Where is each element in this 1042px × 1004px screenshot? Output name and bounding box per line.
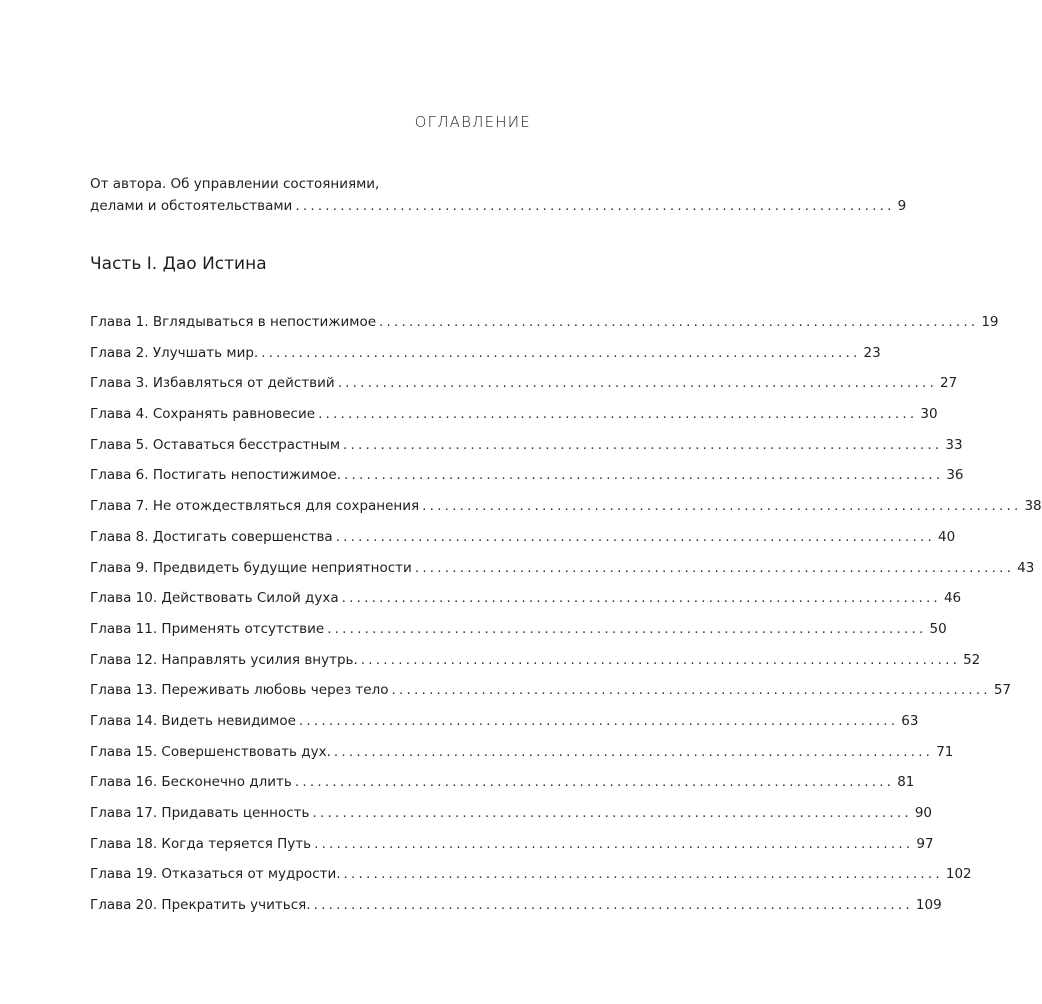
chapter-title: Глава 5. Оставаться бесстрастным (90, 436, 341, 453)
chapter-page-number: 40 (938, 528, 956, 545)
dot-leader: ................................................................................ (313, 897, 913, 914)
dot-leader: ................................................................................ (314, 835, 914, 852)
chapter-title: Глава 13. Переживать любовь через тело (90, 682, 389, 699)
intro-title-line2: делами и обстоятельствами (90, 198, 293, 214)
chapter-title: Глава 14. Видеть невидимое (90, 712, 296, 729)
chapter-title: Глава 4. Сохранять равновесие (90, 406, 316, 423)
chapter-title: Глава 10. Действовать Силой духа (90, 590, 339, 607)
chapter-entry (90, 774, 915, 805)
chapter-title: Глава 18. Когда теряется Путь (90, 835, 312, 852)
part-heading: Часть I. Дао Истина (90, 254, 267, 274)
chapter-page-number: 23 (863, 344, 881, 361)
chapter-entry (90, 559, 1035, 591)
chapter-page-number: 109 (915, 897, 942, 914)
chapter-title: Глава 7. Не отождествляться для сохранения (90, 498, 420, 515)
chapter-entry (90, 375, 958, 406)
chapter-title: Глава 3. Избавляться от действий (90, 375, 335, 392)
dot-leader: ................................................................................ (414, 559, 1015, 576)
chapter-entry (90, 651, 981, 683)
chapter-entry (90, 467, 964, 498)
chapter-entry (90, 866, 972, 897)
chapter-page-number: 57 (993, 682, 1011, 699)
chapter-title: Глава 6. Постигать непостижимое. (90, 467, 342, 484)
chapter-entry (90, 528, 956, 560)
chapter-page-number: 71 (936, 743, 954, 760)
chapter-entry (90, 712, 919, 744)
chapter-page-number: 27 (940, 375, 958, 392)
chapter-entry (90, 743, 954, 775)
chapter-title: Глава 9. Предвидеть будущие неприятности (90, 559, 412, 576)
chapter-page-number: 102 (945, 866, 972, 883)
chapter-entry (90, 436, 963, 468)
chapter-entry (90, 314, 999, 345)
dot-leader: ................................................................................ (341, 590, 941, 607)
chapter-entry (90, 498, 1042, 529)
dot-leader: ................................................................................ (261, 344, 861, 361)
dot-leader: ................................................................................ (335, 528, 935, 545)
intro-page-number: 9 (897, 198, 907, 214)
chapter-entry (90, 590, 962, 621)
dot-leader: ................................................................................ (422, 498, 1022, 515)
dot-leader: ................................................................................ (379, 314, 979, 330)
chapter-title: Глава 19. Отказаться от мудрости. (90, 866, 341, 883)
chapter-entry (90, 682, 1011, 713)
dot-leader: ................................................................................ (318, 406, 918, 423)
chapter-entry (90, 835, 934, 867)
dot-leader: ................................................................................ (391, 682, 991, 699)
chapter-entry (90, 897, 942, 928)
dot-leader: ................................................................................ (343, 436, 943, 453)
toc-heading: ОГЛАВЛЕНИЕ (414, 113, 531, 131)
chapter-title: Глава 2. Улучшать мир. (90, 344, 259, 361)
chapter-title: Глава 1. Вглядываться в непостижимое (90, 314, 377, 330)
chapter-page-number: 81 (897, 774, 915, 791)
dot-leader: ................................................................................ (343, 866, 943, 883)
chapter-page-number: 30 (920, 406, 938, 423)
dot-leader: ................................................................................ (312, 805, 912, 821)
toc-intro-entry (90, 173, 907, 217)
dot-leader: ................................................................................ (337, 375, 937, 392)
chapter-page-number: 97 (916, 835, 934, 852)
intro-title-line2-row (90, 195, 907, 217)
chapter-page-number: 90 (914, 805, 933, 821)
chapter-title: Глава 15. Совершенствовать дух. (90, 743, 331, 760)
chapter-title: Глава 12. Направлять усилия внутрь. (90, 651, 358, 668)
dot-leader: ................................................................................ (294, 774, 895, 791)
dot-leader: ................................................................................ (327, 620, 927, 637)
chapter-page-number: 63 (901, 712, 919, 729)
chapter-list (90, 314, 1042, 928)
chapter-page-number: 38 (1024, 498, 1042, 515)
chapter-page-number: 43 (1017, 559, 1035, 576)
chapter-page-number: 36 (946, 467, 964, 484)
chapter-entry (90, 620, 947, 652)
chapter-entry (90, 406, 938, 437)
dot-leader: ................................................................................ (360, 651, 961, 668)
chapter-title: Глава 16. Бесконечно длить (90, 774, 292, 791)
dot-leader: ................................................................................ (344, 467, 944, 484)
chapter-page-number: 33 (945, 436, 963, 453)
chapter-title: Глава 8. Достигать совершенства (90, 528, 333, 545)
chapter-entry (90, 805, 933, 836)
chapter-title: Глава 11. Применять отсутствие (90, 620, 325, 637)
dot-leader: ................................................................................ (295, 198, 895, 214)
chapter-page-number: 50 (929, 620, 947, 637)
chapter-page-number: 19 (981, 314, 999, 330)
chapter-page-number: 46 (943, 590, 962, 607)
chapter-title: Глава 17. Придавать ценность (90, 805, 310, 821)
dot-leader: ................................................................................ (298, 712, 899, 729)
chapter-title: Глава 20. Прекратить учиться. (90, 897, 311, 914)
dot-leader: ................................................................................ (333, 743, 934, 760)
chapter-entry (90, 344, 881, 376)
intro-title-line1: От автора. Об управлении состояниями, (90, 176, 380, 192)
chapter-page-number: 52 (963, 651, 981, 668)
